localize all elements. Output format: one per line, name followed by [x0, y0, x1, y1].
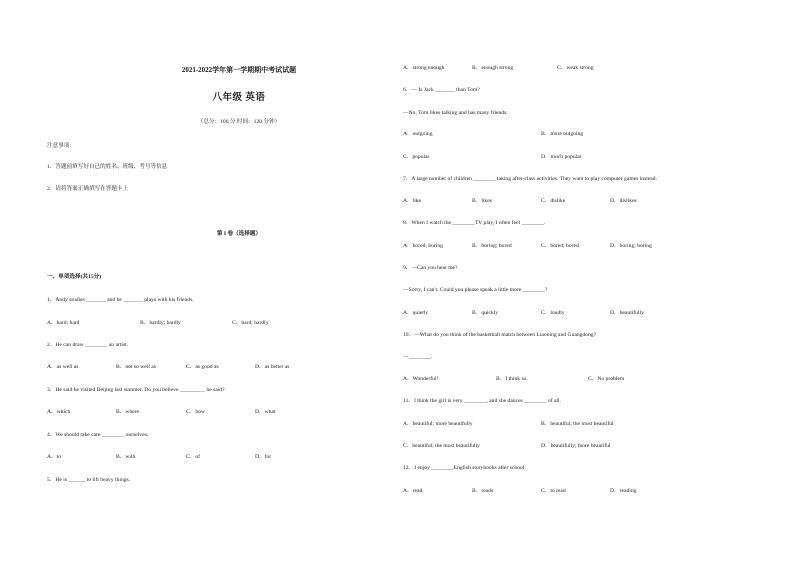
question-text: 2．He can draw ________ an artist. [47, 342, 129, 348]
answer-option[interactable]: C．weak strong [557, 65, 594, 71]
answer-option[interactable]: D．as better as [255, 364, 290, 370]
notes-heading: 注意事项： [47, 143, 75, 149]
question-text: 9．—Can you hear me? [403, 265, 458, 271]
answer-option[interactable]: C．loudly [541, 310, 565, 316]
exam-title: 2021-2022学年第一学期期中考试试题 [181, 66, 297, 74]
answer-option[interactable]: D．for [255, 454, 272, 460]
answer-option[interactable]: D．boring; boring [610, 243, 652, 249]
question-text: —________. [403, 354, 433, 360]
answer-option[interactable]: D．beautifully; more beautiful [541, 443, 611, 449]
answer-option[interactable]: B．beautiful; the most beautiful [541, 421, 614, 427]
answer-option[interactable]: A．quietly [403, 310, 429, 316]
question-text: 10．—What do you think of the basketball match between Liaoning and Guangdong? [403, 332, 597, 338]
exam-meta: （总分：100 分 时间：120 分钟） [197, 119, 281, 125]
answer-option[interactable]: C．as good as [186, 364, 219, 370]
answer-option[interactable]: C．No problem [588, 376, 625, 382]
answer-option[interactable]: D．reading [610, 488, 637, 494]
answer-option[interactable]: A．bored; boring [403, 243, 443, 249]
answer-option[interactable]: D．much popular [541, 154, 582, 160]
question-text: 3．He said he visited Beijing last summer. Do you believe _________ he said? [47, 387, 225, 393]
answer-option[interactable]: C．popular [403, 154, 430, 160]
question-text: 7．A large number of children ________ taking after-class activities. They want to play computer games instead. [403, 176, 657, 182]
answer-option[interactable]: A．outgoing [403, 131, 433, 137]
answer-option[interactable]: A．read [403, 488, 423, 494]
answer-option[interactable]: B．more outgoing [541, 131, 584, 137]
answer-option[interactable]: B．with [116, 454, 136, 460]
question-text: 12．I enjoy ________English storybooks after school. [403, 465, 526, 471]
answer-option[interactable]: B．likes [472, 198, 492, 204]
answer-option[interactable]: D．what [255, 409, 276, 415]
answer-option[interactable]: B．boring; bored [472, 243, 512, 249]
answer-option[interactable]: D．dislikes [610, 198, 637, 204]
question-text: 4．We should take care ________ ourselves. [47, 432, 149, 438]
section-title: 一、单项选择(共15分) [47, 274, 102, 280]
answer-option[interactable]: A．beautiful; more beautifully [403, 421, 473, 427]
question-text: —No, Tom likes talking and has many friends. [403, 110, 508, 116]
answer-option[interactable]: C．to read [541, 488, 566, 494]
answer-option[interactable]: B．quickly [472, 310, 499, 316]
answer-option[interactable]: A．which [47, 409, 71, 415]
answer-option[interactable]: C．dislike [541, 198, 566, 204]
answer-option[interactable]: A．hard; hard [47, 320, 80, 326]
answer-option[interactable]: C．bored; bored [541, 243, 579, 249]
question-text: 5．He is ______ to lift heavy things. [47, 477, 131, 483]
answer-option[interactable]: A．like [403, 198, 422, 204]
answer-option[interactable]: C．hard; hardly [232, 320, 269, 326]
note-item: 2．请将答案正确填写在答题卡上 [47, 186, 129, 192]
question-text: —Sorry, I can't. Could you please speak a little more ________? [403, 287, 548, 293]
answer-option[interactable]: B．I think so. [496, 376, 528, 382]
question-text: 8．When I watch the ________TV play, I often feel ________. [403, 220, 546, 226]
question-text: 11．I think the girl is very ________, and she dances ________ of all. [403, 398, 561, 404]
answer-option[interactable]: B．hardly; hardly [140, 320, 181, 326]
answer-option[interactable]: B．not so well as [116, 364, 156, 370]
exam-subtitle: 八年级 英语 [212, 93, 266, 103]
part-title: 第 I 卷（选择题） [216, 231, 262, 237]
answer-option[interactable]: A．Wonderful! [403, 376, 439, 382]
answer-option[interactable]: B．where [116, 409, 139, 415]
answer-option[interactable]: B．enough strong [472, 65, 514, 71]
note-item: 1．答题前填写好自己的姓名、班级、考号等信息 [47, 164, 168, 170]
answer-option[interactable]: A．strong enough [403, 65, 445, 71]
answer-option[interactable]: C．of [186, 454, 200, 460]
answer-option[interactable]: B．reads [472, 488, 494, 494]
answer-option[interactable]: C．how [186, 409, 205, 415]
answer-option[interactable]: C．beautiful; the most beautifully [403, 443, 480, 449]
answer-option[interactable]: A．as well as [47, 364, 79, 370]
answer-option[interactable]: D．beautifully [610, 310, 644, 316]
question-text: 6．— Is Jack _______ than Tom? [403, 87, 480, 93]
answer-option[interactable]: A．to [47, 454, 61, 460]
question-text: 1．Andy studies _______ and he _______ plays with his friends. [47, 297, 194, 303]
